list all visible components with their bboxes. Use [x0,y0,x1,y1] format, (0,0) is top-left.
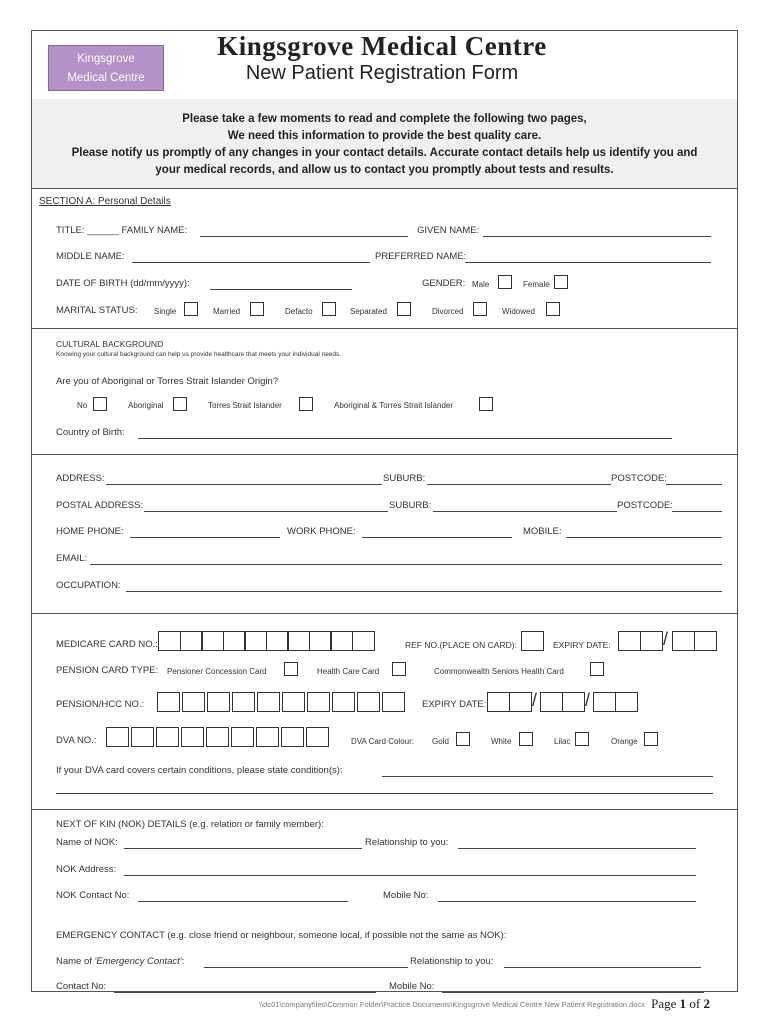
home-phone-label: HOME PHONE: [56,526,124,537]
pension-expiry-day[interactable] [487,692,530,712]
gender-male-checkbox[interactable] [498,275,512,289]
form-page [31,30,738,992]
emergency-name-label: Name of 'Emergency Contact': [56,956,185,967]
suburb-field[interactable] [427,484,611,485]
dva-orange-checkbox[interactable] [644,732,658,746]
email-label: EMAIL: [56,553,88,564]
address-field[interactable] [106,484,382,485]
gender-female-label: Female [523,280,550,289]
intro-line: your medical records, and allow us to contact you promptly about tests and results. [155,164,614,176]
medicare-expiry-month[interactable] [618,631,661,651]
section-card-details [32,613,737,810]
dva-no-label: DVA NO.: [56,735,97,746]
work-phone-field[interactable] [362,537,512,538]
dva-white-label: White [491,737,512,746]
aboriginal-question: Are you of Aboriginal or Torres Strait Islander Origin? [56,376,279,387]
pension-concession-label: Pensioner Concession Card [167,667,267,676]
postal-suburb-field[interactable] [433,511,617,512]
pension-expiry-year[interactable] [593,692,636,712]
section-next-of-kin [32,809,737,993]
postal-postcode-label: POSTCODE: [617,500,673,511]
section-personal-details [32,189,737,329]
health-care-card-checkbox[interactable] [392,662,406,676]
postcode-label: POSTCODE: [611,473,667,484]
ref-no-label: REF NO.(PLACE ON CARD): [405,640,517,650]
marital-defacto-label: Defacto [285,307,313,316]
logo-line-1: Kingsgrove [77,53,135,65]
dva-gold-checkbox[interactable] [456,732,470,746]
home-phone-field[interactable] [130,537,280,538]
dva-colour-label: DVA Card Colour: [351,737,414,746]
pension-type-label: PENSION CARD TYPE: [56,665,159,676]
dob-label: DATE OF BIRTH (dd/mm/yyyy): [56,278,190,289]
health-care-card-label: Health Care Card [317,667,380,676]
date-separator: / [532,690,538,710]
postal-postcode-field[interactable] [672,511,722,512]
emergency-mobile-field[interactable] [442,992,704,993]
dva-number-grid[interactable] [106,727,331,747]
family-name-field[interactable] [200,236,408,237]
occupation-field[interactable] [126,591,722,592]
middle-name-field[interactable] [132,262,370,263]
pension-number-grid[interactable] [157,692,407,712]
medicare-label: MEDICARE CARD NO.: [56,639,158,650]
gender-female-checkbox[interactable] [554,275,568,289]
pension-expiry-month[interactable] [540,692,583,712]
dva-conditions-label: If your DVA card covers certain conditions, please state condition(s): [56,765,343,776]
dva-lilac-label: Lilac [554,737,571,746]
work-phone-label: WORK PHONE: [287,526,356,537]
pension-expiry-label: EXPIRY DATE: [422,699,487,710]
document-path: \\dc01\companyfiles\Common Folder\Practice Documents\Kingsgrove Medical Centre New Patient Registration.docx [258,1000,645,1009]
origin-both-label: Aboriginal & Torres Strait Islander [334,401,454,410]
given-name-label: GIVEN NAME: [417,225,480,236]
title-family-label: TITLE: ______ FAMILY NAME: [56,225,188,236]
emergency-contact-label: Contact No: [56,981,107,992]
preferred-name-field[interactable] [465,262,711,263]
dva-lilac-checkbox[interactable] [575,732,589,746]
dva-conditions-field[interactable] [382,776,713,777]
nok-contact-field[interactable] [138,901,348,902]
postal-suburb-label: SUBURB: [389,500,432,511]
intro-line: Please notify us promptly of any changes in your contact details. Accurate contact details help us identify you and [71,147,698,159]
emergency-relationship-field[interactable] [504,967,701,968]
nok-relationship-label: Relationship to you: [365,837,449,848]
postcode-field[interactable] [666,484,722,485]
intro-box [32,99,737,189]
marital-defacto-checkbox[interactable] [322,302,336,316]
logo-line-2: Medical Centre [67,72,145,84]
marital-single-label: Single [154,307,177,316]
nok-address-field[interactable] [124,875,696,876]
origin-tsi-checkbox[interactable] [299,397,313,411]
emergency-mobile-label: Mobile No: [389,981,435,992]
nok-relationship-field[interactable] [458,848,696,849]
given-name-field[interactable] [483,236,711,237]
origin-no-label: No [77,401,88,410]
origin-both-checkbox[interactable] [479,397,493,411]
suburb-label: SUBURB: [383,473,426,484]
page-footer [0,996,740,1016]
postal-address-field[interactable] [144,511,388,512]
cultural-heading: CULTURAL BACKGROUND [56,339,164,349]
mobile-label: MOBILE: [523,526,562,537]
gender-label: GENDER: [422,278,466,289]
address-label: ADDRESS: [56,473,105,484]
dob-field[interactable] [210,289,352,290]
origin-aboriginal-checkbox[interactable] [173,397,187,411]
form-header [32,31,737,100]
origin-aboriginal-label: Aboriginal [128,401,164,410]
dva-white-checkbox[interactable] [519,732,533,746]
cultural-note: Knowing your cultural background can help us provide healthcare that meets your individual needs. [56,351,342,358]
medicare-expiry-label: EXPIRY DATE: [553,640,611,650]
nok-mobile-label: Mobile No: [383,890,429,901]
marital-separated-label: Separated [350,307,387,316]
intro-line: Please take a few moments to read and complete the following two pages, [182,113,587,125]
middle-name-label: MIDDLE NAME: [56,251,125,262]
medicare-number-grid[interactable] [158,631,373,651]
seniors-card-label: Commonwealth Seniors Health Card [434,667,564,676]
emergency-relationship-label: Relationship to you: [410,956,494,967]
emergency-heading: EMERGENCY CONTACT (e.g. close friend or neighbour, someone local, if possible not the same as NOK): [56,930,507,941]
section-contact-details [32,454,737,614]
marital-separated-checkbox[interactable] [397,302,411,316]
clinic-logo [48,45,164,91]
date-separator: / [585,690,591,710]
marital-status-label: MARITAL STATUS: [56,305,138,316]
nok-contact-label: NOK Contact No: [56,890,130,901]
country-of-birth-field[interactable] [138,438,672,439]
nok-mobile-field[interactable] [438,901,696,902]
dva-orange-label: Orange [611,737,638,746]
origin-no-checkbox[interactable] [93,397,107,411]
marital-widowed-label: Widowed [502,307,535,316]
marital-divorced-label: Divorced [432,307,464,316]
emergency-name-field[interactable] [204,967,408,968]
gender-male-label: Male [472,280,490,289]
pension-concession-checkbox[interactable] [284,662,298,676]
emergency-contact-field[interactable] [114,992,376,993]
nok-name-field[interactable] [124,848,362,849]
section-a-heading: SECTION A: Personal Details [39,196,171,207]
ref-no-box[interactable] [521,631,543,651]
marital-widowed-checkbox[interactable] [546,302,560,316]
date-separator: / [663,629,669,649]
pension-no-label: PENSION/HCC NO.: [56,699,145,710]
dva-gold-label: Gold [432,737,449,746]
postal-address-label: POSTAL ADDRESS: [56,500,144,511]
email-field[interactable] [90,564,722,565]
seniors-card-checkbox[interactable] [590,662,604,676]
nok-address-label: NOK Address: [56,864,117,875]
dva-conditions-field-2[interactable] [56,793,713,794]
marital-married-label: Married [213,307,241,316]
marital-married-checkbox[interactable] [250,302,264,316]
origin-tsi-label: Torres Strait Islander [208,401,282,410]
form-subtitle: New Patient Registration Form [245,62,519,84]
section-cultural-background [32,328,737,455]
marital-single-checkbox[interactable] [184,302,198,316]
page-number: Page 1 of 2 [651,996,710,1011]
nok-name-label: Name of NOK: [56,837,118,848]
marital-divorced-checkbox[interactable] [473,302,487,316]
country-of-birth-label: Country of Birth: [56,427,125,438]
occupation-label: OCCUPATION: [56,580,121,591]
medicare-expiry-year[interactable] [672,631,715,651]
nok-heading: NEXT OF KIN (NOK) DETAILS (e.g. relation or family member): [56,819,324,830]
preferred-name-label: PREFERRED NAME: [375,251,467,262]
intro-line: We need this information to provide the best quality care. [227,130,542,142]
form-title: Kingsgrove Medical Centre [217,31,547,61]
mobile-field[interactable] [566,537,722,538]
